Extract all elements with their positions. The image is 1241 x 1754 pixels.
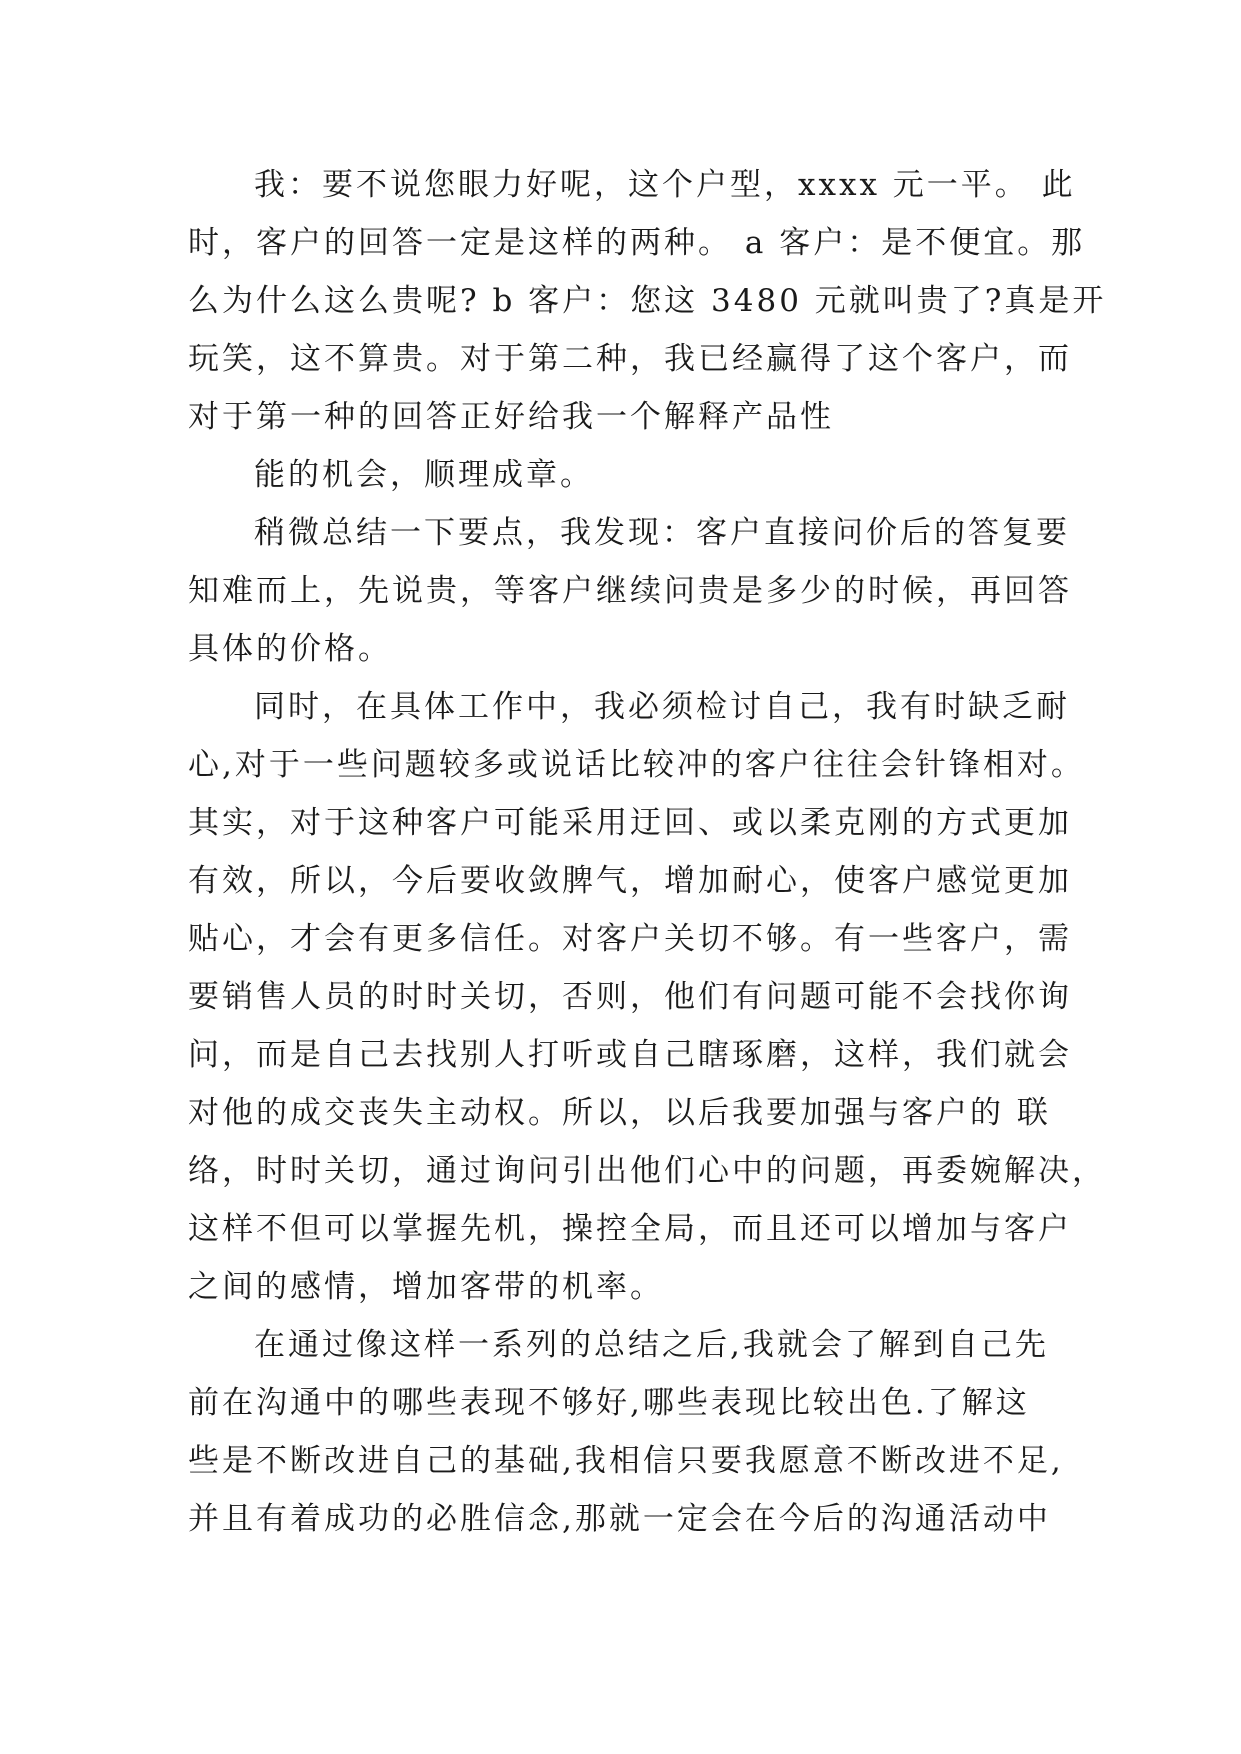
text-line: 其实，对于这种客户可能采用迂回、或以柔克刚的方式更加 — [188, 805, 1072, 841]
text-line: 之间的感情，增加客带的机率。 — [188, 1269, 664, 1305]
text-line: 有效，所以，今后要收敛脾气，增加耐心，使客户感觉更加 — [188, 863, 1072, 899]
text-line: 稍微总结一下要点，我发现：客户直接问价后的答复要 — [254, 515, 1070, 551]
text-line: 玩笑，这不算贵。对于第二种，我已经赢得了这个客户，而 — [188, 341, 1072, 377]
text-line: 能的机会，顺理成章。 — [254, 457, 594, 493]
text-line: 问，而是自己去找别人打听或自己瞎琢磨，这样，我们就会 — [188, 1037, 1072, 1073]
text-line: 这样不但可以掌握先机，操控全局，而且还可以增加与客户 — [188, 1211, 1072, 1247]
text-line: 具体的价格。 — [188, 631, 392, 667]
text-line: 贴心，才会有更多信任。对客户关切不够。有一些客户，需 — [188, 921, 1072, 957]
text-line: 在通过像这样一系列的总结之后,我就会了解到自己先 — [254, 1327, 1049, 1363]
text-line: 要销售人员的时时关切，否则，他们有问题可能不会找你询 — [188, 979, 1072, 1015]
body-text — [188, 156, 1107, 1548]
text-line: 么为什么这么贵呢? b 客户：您这 3480 元就叫贵了?真是开 — [188, 283, 1107, 319]
text-line: 时，客户的回答一定是这样的两种。 a 客户：是不便宜。那 — [188, 225, 1086, 261]
text-line: 同时，在具体工作中，我必须检讨自己，我有时缺乏耐 — [254, 689, 1070, 725]
text-line: 对他的成交丧失主动权。所以，以后我要加强与客户的 联 — [188, 1095, 1051, 1131]
text-line: 络，时时关切，通过询问引出他们心中的问题，再委婉解决， — [188, 1153, 1106, 1189]
text-line: 对于第一种的回答正好给我一个解释产品性 — [188, 399, 834, 435]
text-line: 些是不断改进自己的基础,我相信只要我愿意不断改进不足, — [188, 1443, 1064, 1479]
text-line: 我：要不说您眼力好呢，这个户型，xxxx 元一平。 此 — [254, 167, 1076, 203]
text-line: 并且有着成功的必胜信念,那就一定会在今后的沟通活动中 — [188, 1501, 1051, 1537]
text-line: 知难而上，先说贵，等客户继续问贵是多少的时候，再回答 — [188, 573, 1072, 609]
text-line: 心,对于一些问题较多或说话比较冲的客户往往会针锋相对。 — [188, 747, 1085, 783]
text-line: 前在沟通中的哪些表现不够好,哪些表现比较出色.了解这 — [188, 1385, 1030, 1421]
